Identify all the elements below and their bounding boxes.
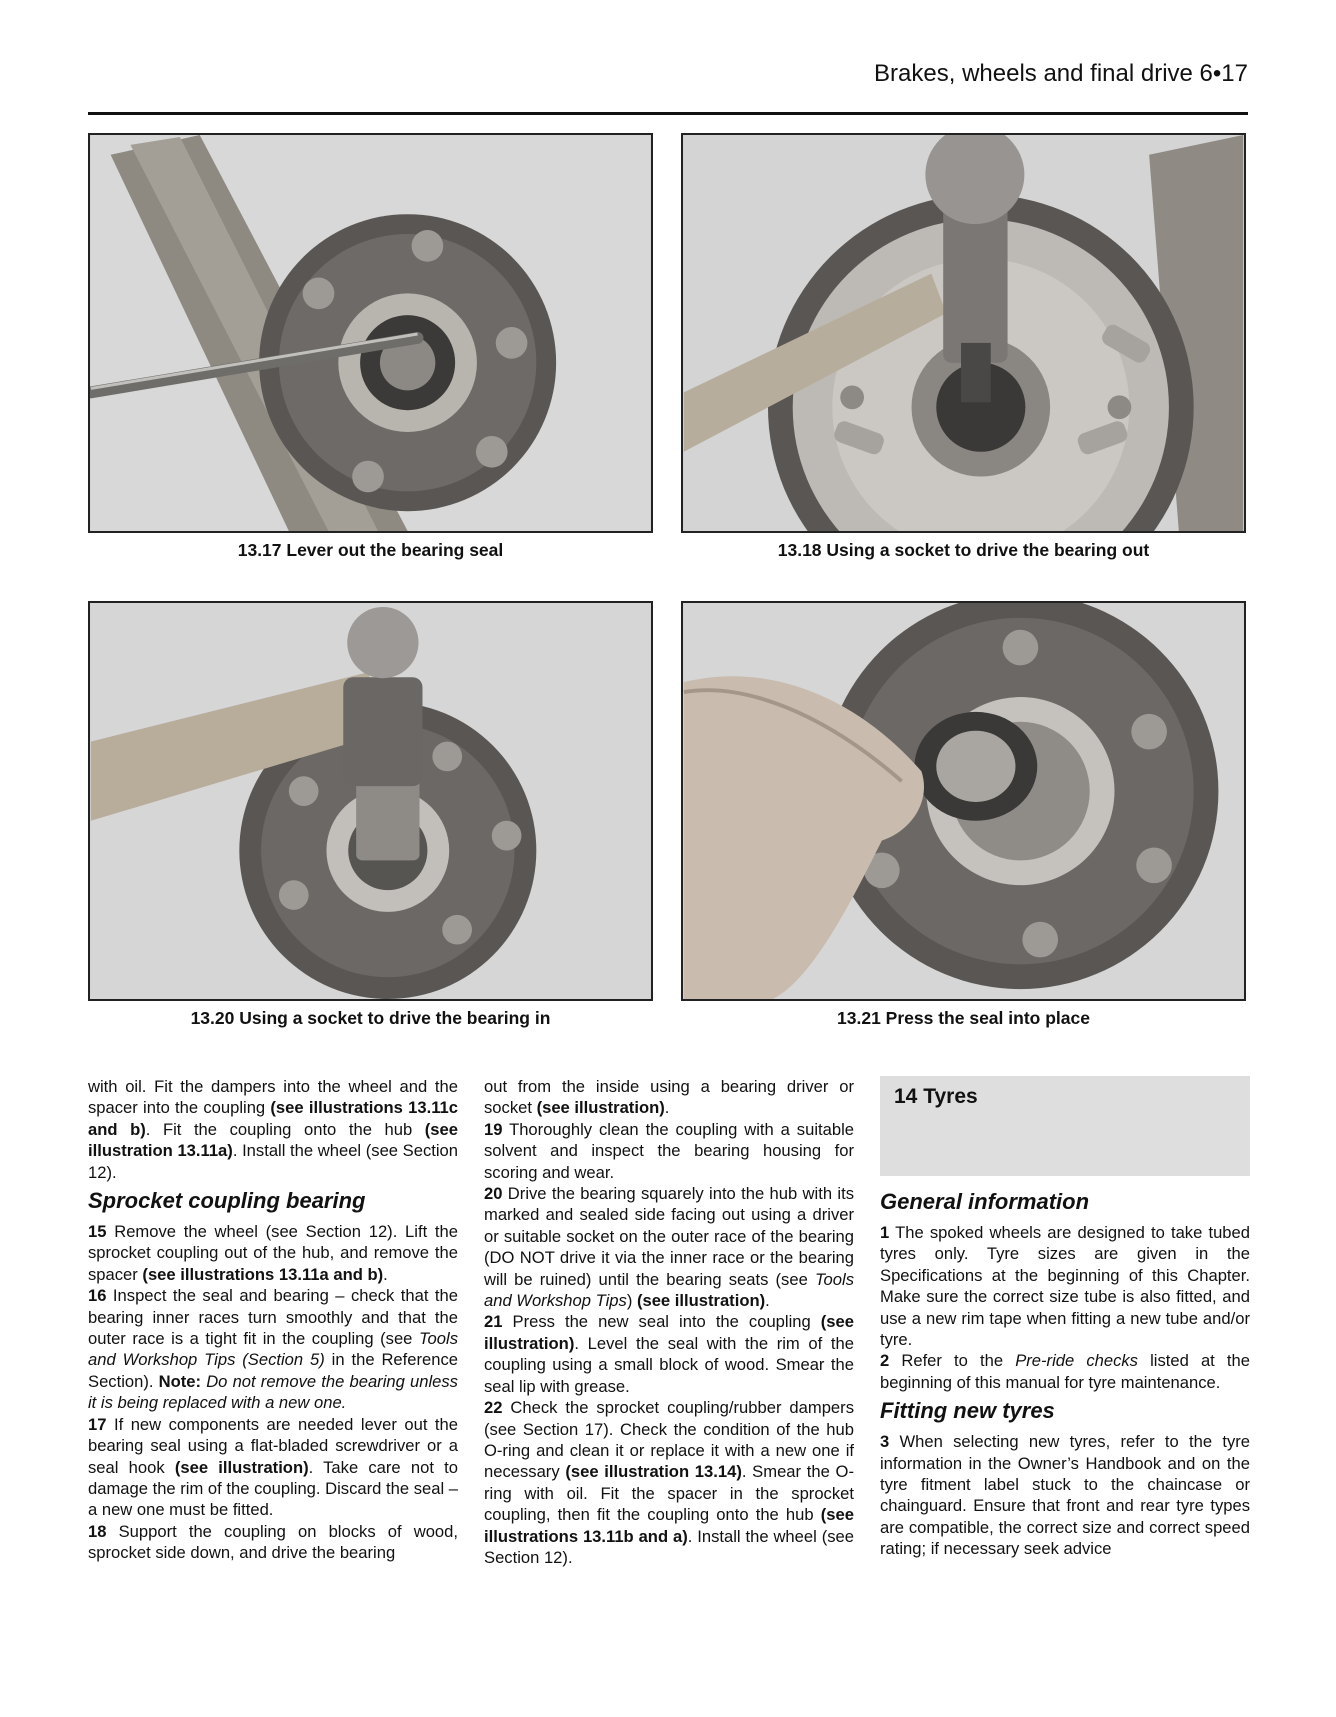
paragraph-number: 2	[880, 1351, 890, 1371]
paragraph-number: 17	[88, 1414, 107, 1434]
paragraph-21	[484, 1311, 854, 1397]
subheading-general-information: General information	[880, 1189, 1090, 1214]
illustration-reference: (see illustrations 13.11a and b)	[142, 1264, 384, 1284]
photo-13-21	[681, 601, 1246, 1001]
paragraph	[484, 1076, 854, 1119]
figure-caption-13-17: 13.17 Lever out the bearing seal	[237, 540, 504, 560]
text: out from the inside using a bearing driver or socket	[484, 1077, 854, 1118]
photo-13-17	[88, 133, 653, 533]
paragraph-number: 22	[484, 1398, 503, 1418]
text: Press the new seal into the coupling	[502, 1312, 821, 1332]
illustration-reference: (see illustrations 13.11c and b)	[88, 1098, 458, 1139]
paragraph-16	[88, 1285, 458, 1413]
text: Inspect the seal and bearing – check that the bearing inner races turn smoothly and that the outer race is a tight fit in the coupling (see	[88, 1286, 458, 1349]
paragraph-number: 3	[880, 1432, 890, 1452]
paragraph-number: 16	[88, 1286, 107, 1306]
text: Drive the bearing squarely into the hub with its marked and sealed side facing out using a driver or suitable socket on the outer race of the bearing (DO NOT drive it via the inner race or the bearing will be ruined) until the bearing seats (see	[484, 1184, 854, 1289]
paragraph-number: 1	[880, 1223, 890, 1242]
text: listed at the beginning of this manual for tyre maintenance.	[880, 1351, 1250, 1392]
subheading-sprocket-coupling-bearing: Sprocket coupling bearing	[88, 1188, 366, 1214]
text: .	[383, 1264, 388, 1284]
paragraph-2	[880, 1350, 1250, 1393]
text-column-1	[88, 1076, 458, 1564]
illustration-reference: (see illustration)	[536, 1098, 665, 1118]
illustration-reference: (see illustrations 13.11b and a)	[484, 1505, 854, 1546]
text: Check the sprocket coupling/rubber dampers (see Section 17). Check the condition of the hub O-ring and clean it or replace it with a new one if necessary	[484, 1398, 854, 1482]
text: with oil. Fit the dampers into the wheel and the spacer into the coupling	[88, 1077, 458, 1118]
text: When selecting new tyres, refer to the tyre information in the Owner’s Handbook and on the tyre fitment label stuck to the chaincase or chainguard. Ensure that front and rear tyre types are compatible, the correct size and correct speed rating; if necessary seek advice	[880, 1432, 1250, 1559]
paragraph-number: 18	[88, 1521, 107, 1541]
text: . Fit the coupling onto the hub	[145, 1119, 425, 1139]
figure-caption-13-21: 13.21 Press the seal into place	[837, 1008, 1090, 1028]
text: The spoked wheels are designed to take tubed tyres only. Tyre sizes are given in the Specifications at the beginning of this Chapter. Make sure the correct size tube is also fitted, and use a new rim tape when fitting a new tube and/or tyre.	[880, 1223, 1250, 1350]
text-column-2	[484, 1076, 854, 1568]
photo-13-18	[681, 133, 1246, 533]
paragraph-number: 21	[484, 1312, 503, 1332]
italic-text: Pre-ride checks	[1015, 1351, 1138, 1371]
illustration-reference: (see illustration)	[636, 1291, 766, 1311]
section-title-box	[880, 1076, 1250, 1176]
paragraph-22	[484, 1397, 854, 1568]
header-rule	[88, 112, 1248, 115]
text: . Take care not to damage the rim of the coupling. Discard the seal – a new one must be fitted.	[88, 1457, 458, 1520]
text: .	[765, 1291, 770, 1311]
italic-text: Tools and Workshop Tips (Section 5)	[88, 1329, 458, 1370]
text: If new components are needed lever out the bearing seal using a flat-bladed screwdriver or a seal hook	[88, 1414, 458, 1477]
text: . Install the wheel (see Section 12).	[88, 1141, 459, 1182]
paragraph-20	[484, 1183, 854, 1311]
text: . Smear the O-ring with oil. Fit the spacer in the sprocket coupling, then fit the coupling onto the hub	[484, 1462, 854, 1525]
paragraph-15	[88, 1221, 458, 1285]
italic-text: Tools and Workshop Tips	[484, 1269, 854, 1311]
illustration-reference: (see illustration 13.11a)	[88, 1119, 458, 1161]
italic-text: Do not remove the bearing unless it is being replaced with a new one.	[88, 1371, 458, 1413]
paragraph-number: 15	[88, 1222, 107, 1242]
text: in the Reference Section).	[88, 1350, 458, 1391]
text: Refer to the	[889, 1351, 1016, 1371]
paragraph-number: 20	[484, 1184, 503, 1204]
paragraph-18	[88, 1521, 458, 1564]
paragraph-1	[880, 1222, 1250, 1350]
paragraph-number: 19	[484, 1119, 503, 1139]
figure-caption-13-20: 13.20 Using a socket to drive the bearing in	[190, 1008, 551, 1028]
illustration-reference: (see illustration)	[484, 1312, 854, 1353]
subheading-fitting-new-tyres: Fitting new tyres	[880, 1398, 1055, 1424]
illustration-reference: (see illustration)	[174, 1457, 309, 1477]
paragraph-17	[88, 1414, 458, 1521]
text: )	[626, 1291, 637, 1311]
paragraph-3	[880, 1431, 1250, 1559]
text: .	[664, 1098, 670, 1118]
note-label: Note:	[158, 1371, 202, 1391]
text: . Level the seal with the rim of the coupling using a small block of wood. Smear the seal lip with grease.	[484, 1333, 854, 1396]
page-header-title: Brakes, wheels and final drive 6•17	[874, 60, 1248, 87]
illustration-reference: (see illustration 13.14)	[565, 1462, 742, 1482]
section-title: 14 Tyres	[894, 1085, 978, 1108]
text: Support the coupling on blocks of wood, sprocket side down, and drive the bearing	[88, 1521, 458, 1563]
text: . Install the wheel (see Section 12).	[484, 1526, 854, 1567]
text: Thoroughly clean the coupling with a suitable solvent and inspect the bearing housing for scoring and wear.	[484, 1119, 854, 1182]
text-column-3	[880, 1076, 1250, 1560]
text: Remove the wheel (see Section 12). Lift the sprocket coupling out of the hub, and remove the spacer	[88, 1222, 458, 1284]
photo-13-20	[88, 601, 653, 1001]
figure-caption-13-18: 13.18 Using a socket to drive the bearing out	[777, 540, 1150, 560]
paragraph	[88, 1076, 458, 1183]
paragraph-19	[484, 1119, 854, 1183]
